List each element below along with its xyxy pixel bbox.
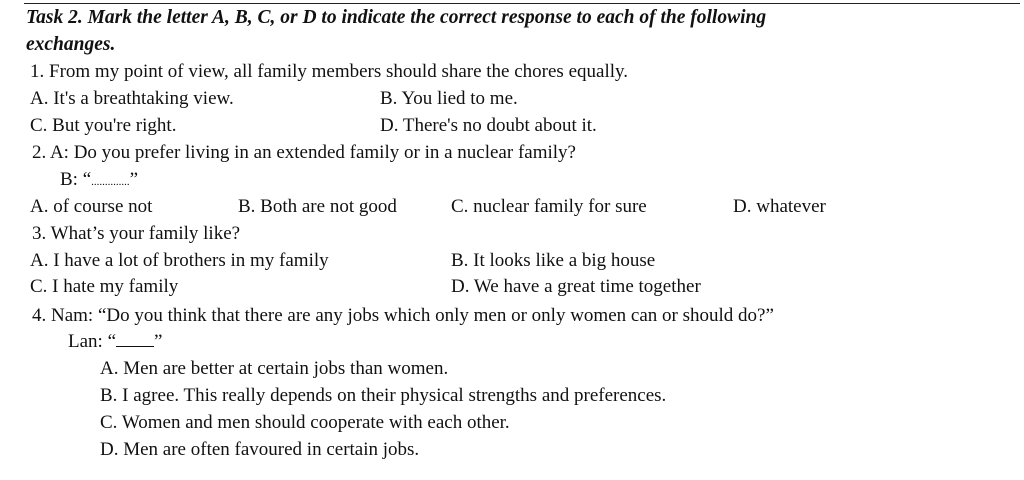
question-1-option-d[interactable]: D. There's no doubt about it. — [380, 115, 597, 136]
question-2-reply — [60, 169, 138, 193]
question-4-option-d[interactable]: D. Men are often favoured in certain jobs. — [100, 439, 420, 460]
question-4-option-c[interactable]: C. Women and men should cooperate with each other. — [100, 412, 510, 433]
question-4-reply-prefix: Lan: “ — [68, 331, 117, 352]
question-2-prompt: 2. A: Do you prefer living in an extended family or in a nuclear family? — [32, 142, 576, 163]
question-2-reply-suffix: ” — [129, 169, 139, 190]
question-4-option-b[interactable]: B. I agree. This really depends on their physical strengths and preferences. — [100, 385, 667, 406]
question-1-option-a[interactable]: A. It's a breathtaking view. — [30, 88, 234, 109]
question-2-option-b[interactable]: B. Both are not good — [238, 196, 397, 217]
question-3-option-b[interactable]: B. It looks like a big house — [451, 250, 656, 271]
question-1-prompt: 1. From my point of view, all family members should share the chores equally. — [30, 61, 629, 82]
question-3-option-c[interactable]: C. I hate my family — [30, 276, 179, 297]
question-2-option-a[interactable]: A. of course not — [30, 196, 153, 217]
question-1-option-c[interactable]: C. But you're right. — [30, 115, 177, 136]
question-4-reply — [68, 331, 162, 353]
top-rule — [24, 3, 1020, 4]
question-4-prompt: 4. Nam: “Do you think that there are any jobs which only men or only women can or should do?” — [32, 305, 774, 326]
question-3-prompt: 3. What’s your family like? — [32, 223, 241, 244]
question-3-option-d[interactable]: D. We have a great time together — [451, 276, 701, 297]
task-title-line-2: exchanges. — [26, 34, 116, 55]
question-2-reply-blank[interactable]: .............. — [91, 176, 130, 188]
question-2-option-d[interactable]: D. whatever — [733, 196, 826, 217]
question-1-option-b[interactable]: B. You lied to me. — [380, 88, 518, 109]
question-3-option-a[interactable]: A. I have a lot of brothers in my family — [30, 250, 329, 271]
question-4-option-a[interactable]: A. Men are better at certain jobs than women. — [100, 358, 449, 379]
task-title-line-1: Task 2. Mark the letter A, B, C, or D to indicate the correct response to each of the following — [26, 7, 767, 28]
question-4-reply-blank[interactable] — [116, 332, 154, 347]
question-4-reply-suffix: ” — [154, 331, 163, 352]
question-2-reply-prefix: B: “ — [60, 169, 92, 190]
question-2-option-c[interactable]: C. nuclear family for sure — [451, 196, 647, 217]
